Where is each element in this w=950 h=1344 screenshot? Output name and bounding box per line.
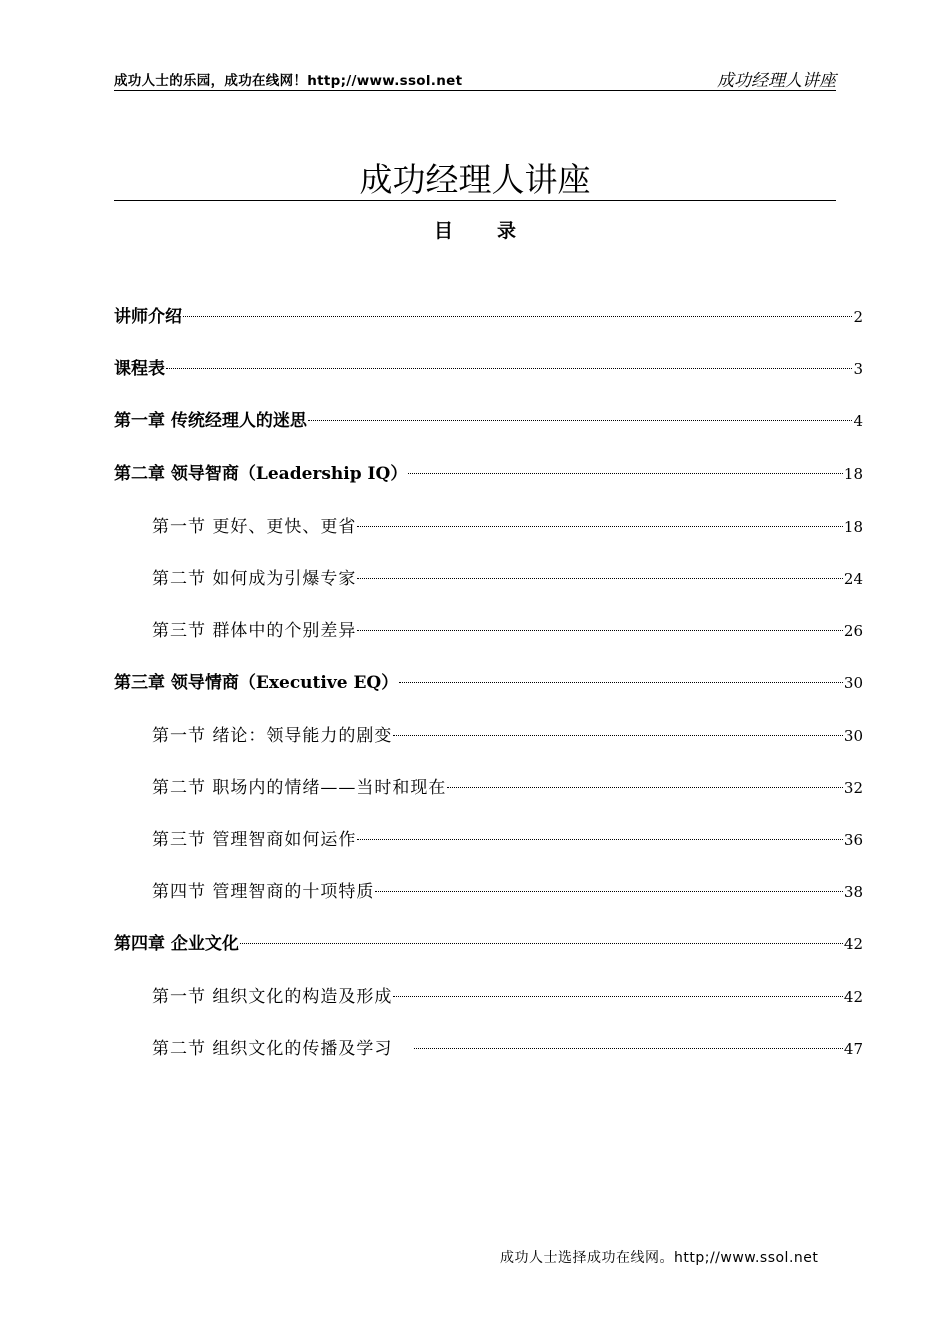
toc-entry-page: 26 <box>843 622 863 640</box>
toc-entry[interactable] <box>114 877 863 901</box>
toc-entry[interactable] <box>114 1034 863 1058</box>
toc-entry[interactable] <box>114 512 863 536</box>
page-header <box>114 66 836 91</box>
toc-entry-label: 第一节 绪论：领导能力的剧变 <box>152 726 393 746</box>
toc-entry-label: 讲师介绍 <box>114 307 182 327</box>
toc-entry[interactable] <box>114 406 863 430</box>
toc-heading: 目录 <box>433 220 560 242</box>
toc-entry[interactable] <box>114 302 863 326</box>
toc-entry-label: 第四章 企业文化 <box>114 934 239 954</box>
toc-entry-label: 第二章 领导智商（Leadership IQ） <box>114 464 408 484</box>
toc-leader <box>408 473 843 474</box>
toc-leader <box>308 420 853 421</box>
toc-entry[interactable] <box>114 929 863 953</box>
toc-leader <box>393 735 843 736</box>
toc-entry-label: 第三节 群体中的个别差异 <box>152 621 357 641</box>
toc-entry[interactable] <box>114 564 863 588</box>
toc-entry-page: 18 <box>843 465 863 483</box>
toc-leader <box>240 943 843 944</box>
toc-entry-page: 30 <box>843 727 863 745</box>
toc-entry-label: 第一章 传统经理人的迷思 <box>114 411 307 431</box>
toc-entry-page: 18 <box>843 518 863 536</box>
toc-entry-page: 42 <box>843 988 863 1006</box>
header-site-text: 成功人士的乐园，成功在线网！http;//www.ssol.net <box>114 73 463 89</box>
title-divider <box>114 200 836 201</box>
toc-entry[interactable] <box>114 982 863 1006</box>
toc-leader <box>357 578 843 579</box>
toc-leader <box>357 630 843 631</box>
toc-entry-label: 第二节 如何成为引爆专家 <box>152 569 357 589</box>
toc-leader <box>375 891 843 892</box>
page-title: 成功经理人讲座 <box>359 160 591 199</box>
toc-entry[interactable] <box>114 668 863 692</box>
toc-leader <box>166 368 852 369</box>
toc-entry-page: 42 <box>843 935 863 953</box>
toc-entry[interactable] <box>114 616 863 640</box>
toc-entry-label: 课程表 <box>114 359 165 379</box>
toc-entry-label: 第四节 管理智商的十项特质 <box>152 882 375 902</box>
toc-entry-label: 第二节 组织文化的传播及学习 <box>152 1039 393 1059</box>
toc-entry-label: 第一节 更好、更快、更省 <box>152 517 357 537</box>
toc-entry[interactable] <box>114 721 863 745</box>
toc-entry-label: 第三章 领导情商（Executive EQ） <box>114 673 399 693</box>
toc-entry-page: 47 <box>843 1040 863 1058</box>
toc-entry-page: 32 <box>843 779 863 797</box>
toc-entry-page: 2 <box>853 308 863 326</box>
page-footer: 成功人士选择成功在线网。http;//www.ssol.net <box>500 1250 819 1266</box>
toc-leader <box>357 526 843 527</box>
toc-entry-page: 3 <box>853 360 863 378</box>
toc-entry-page: 36 <box>843 831 863 849</box>
toc-leader <box>393 996 843 997</box>
toc-entry-label: 第三节 管理智商如何运作 <box>152 830 357 850</box>
toc-entry[interactable] <box>114 354 863 378</box>
toc-entry[interactable] <box>114 773 863 797</box>
toc-entry[interactable] <box>114 459 863 483</box>
header-doc-title: 成功经理人讲座 <box>717 71 836 91</box>
toc-leader <box>399 682 843 683</box>
toc-entry-label: 第二节 职场内的情绪——当时和现在 <box>152 778 447 798</box>
toc-leader <box>357 839 843 840</box>
toc-entry[interactable] <box>114 825 863 849</box>
toc-entry-page: 24 <box>843 570 863 588</box>
toc-leader <box>183 316 852 317</box>
toc-entry-label: 第一节 组织文化的构造及形成 <box>152 987 393 1007</box>
toc-entry-page: 38 <box>843 883 863 901</box>
toc-leader <box>414 1048 843 1049</box>
toc-entry-page: 30 <box>843 674 863 692</box>
toc-entry-page: 4 <box>853 412 863 430</box>
toc-leader <box>447 787 843 788</box>
